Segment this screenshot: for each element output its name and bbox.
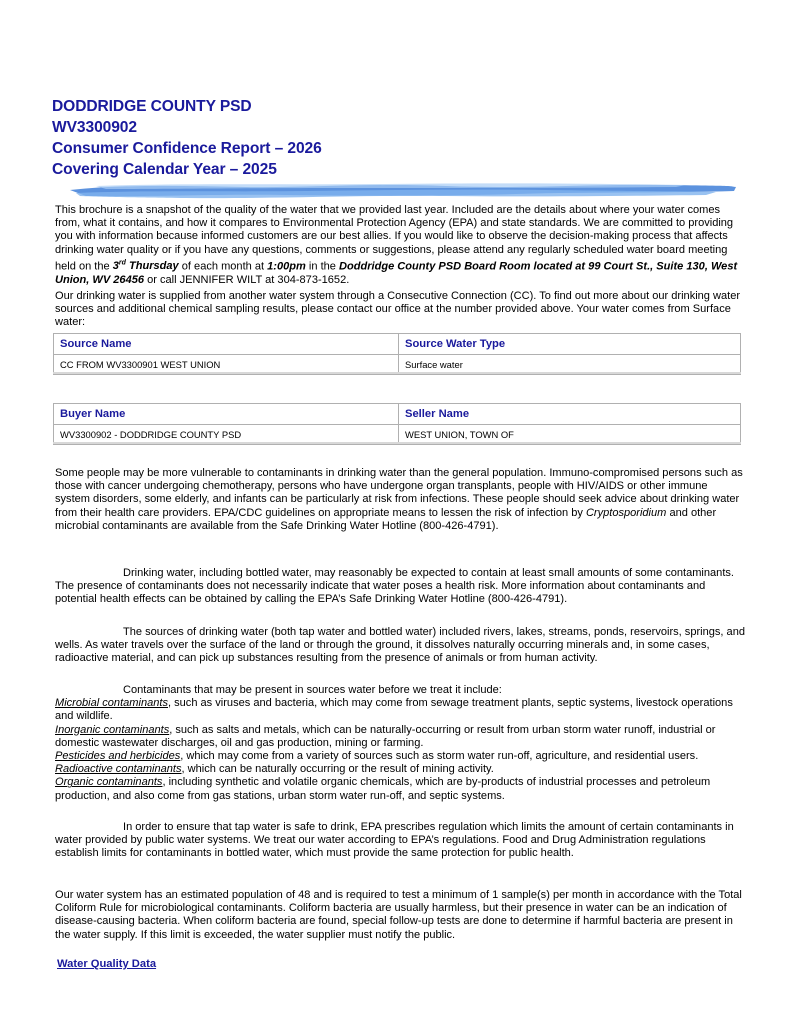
seller-name-header: Seller Name (399, 404, 741, 425)
source-table (53, 333, 741, 375)
list-item: Microbial contaminants, such as viruses and bacteria, which may come from sewage treatment plants, septic systems, livestock operations and wildlife. (55, 697, 733, 723)
water-quality-data-link[interactable]: Water Quality Data (57, 958, 157, 970)
buyer-seller-table (53, 403, 741, 445)
brush-stroke-divider (66, 180, 738, 202)
seller-name-cell: WEST UNION, TOWN OF (399, 425, 741, 445)
source-name-cell: CC FROM WV3300901 WEST UNION (54, 355, 399, 375)
source-name-header: Source Name (54, 334, 399, 355)
supply-paragraph: Our drinking water is supplied from another water system through a Consecutive Connection (CC). To find out more about our drinking water sources and additional chemical sampling results, please contact our office at the number provided above. Your water comes from Surface water: (55, 290, 741, 329)
source-type-header: Source Water Type (399, 334, 741, 355)
list-item: Pesticides and herbicides, which may come from a variety of sources such as storm water run-off, agriculture, and residential users. (55, 750, 699, 763)
contaminants-intro: Contaminants that may be present in sources water before we treat it include: (123, 684, 502, 696)
report-header (52, 96, 652, 180)
bottled-water-paragraph: Drinking water, including bottled water, may reasonably be expected to contain at least small amounts of some contaminants. The presence of contaminants does not necessarily indicate that water poses a health risk. More information about contaminants and potential health effects can be obtained by calling the EPA’s Safe Drinking Water Hotline (800-426-4791). (55, 567, 734, 606)
list-item: Radioactive contaminants, which can be naturally occurring or the result of mining activity. (55, 763, 494, 776)
buyer-name-cell: WV3300902 - DODDRIDGE COUNTY PSD (54, 425, 399, 445)
vulnerable-populations-paragraph: Some people may be more vulnerable to contaminants in drinking water than the general population. Immuno-compromised persons such as those with cancer undergoing chemotherapy, persons who have undergone organ transplants, people with HIV/AIDS or other immune system disorders, some elderly, and infants can be particularly at risk from infections. These people should seek advice about drinking water from their health care providers. EPA/CDC guidelines on appropriate means to lessen the risk of infection by Cryptosporidium and other microbial contaminants are available from the Safe Drinking Water Hotline (800-426-4791). (55, 467, 743, 532)
source-type-cell: Surface water (399, 355, 741, 375)
list-item: Organic contaminants, including synthetic and volatile organic chemicals, which are by-products of industrial processes and petroleum production, and also come from gas stations, urban storm water run-off, and septic systems. (55, 776, 711, 802)
table-shadow (53, 372, 741, 374)
table-shadow (53, 442, 741, 444)
contaminants-section (55, 684, 745, 803)
report-coverage: Covering Calendar Year – 2025 (52, 161, 277, 178)
intro-paragraph: This brochure is a snapshot of the quality of the water that we provided last year. Included are the details about where your water comes from, what it contains, and how it compares to Environmental Protection Agency (EPA) and state standards. We are committed to providing you with information because informed customers are our best allies. If you would like to observe the decision-making process that affects drinking water quality or if you have any questions, comments or suggestions, please attend any regularly scheduled water board meeting held on the 3rd Thursday of each month at 1:00pm in the Doddridge County PSD Board Room located at 99 Court St., Suite 130, West Union, WV 26456 or call JENNIFER WILT at 304-873-1652. (55, 204, 738, 286)
system-id: WV3300902 (52, 119, 137, 136)
list-item: Inorganic contaminants, such as salts and metals, which can be naturally-occurring or result from urban storm water runoff, industrial or domestic wastewater discharges, oil and gas production, mining or farming. (55, 723, 716, 749)
epa-regulation-paragraph: In order to ensure that tap water is safe to drink, EPA prescribes regulation which limits the amount of certain contaminants in water provided by public water systems. We treat our water according to EPA’s regulations. Food and Drug Administration regulations establish limits for contaminants in bottled water, which must provide the same protection for public health. (55, 821, 734, 860)
buyer-name-header: Buyer Name (54, 404, 399, 425)
report-title: Consumer Confidence Report – 2026 (52, 140, 322, 157)
utility-name: DODDRIDGE COUNTY PSD (52, 98, 252, 115)
water-sources-paragraph: The sources of drinking water (both tap water and bottled water) included rivers, lakes, streams, ponds, reservoirs, springs, and wells. As water travels over the surface of the land or through the ground, it dissolves naturally occurring minerals and, in some cases, radioactive material, and can pick up substances resulting from the presence of animals or from human activity. (55, 626, 745, 665)
table-header-row (54, 404, 741, 425)
coliform-paragraph: Our water system has an estimated population of 48 and is required to test a minimum of 1 sample(s) per month in accordance with the Total Coliform Rule for microbiological contaminants. Coliform bacteria are usually harmless, but their presence in water can be an indication of disease-causing bacteria. When coliform bacteria are found, special follow-up tests are done to determine if harmful bacteria are present in the water supply. If this limit is exceeded, the water supplier must notify the public. (55, 889, 742, 941)
table-header-row (54, 334, 741, 355)
